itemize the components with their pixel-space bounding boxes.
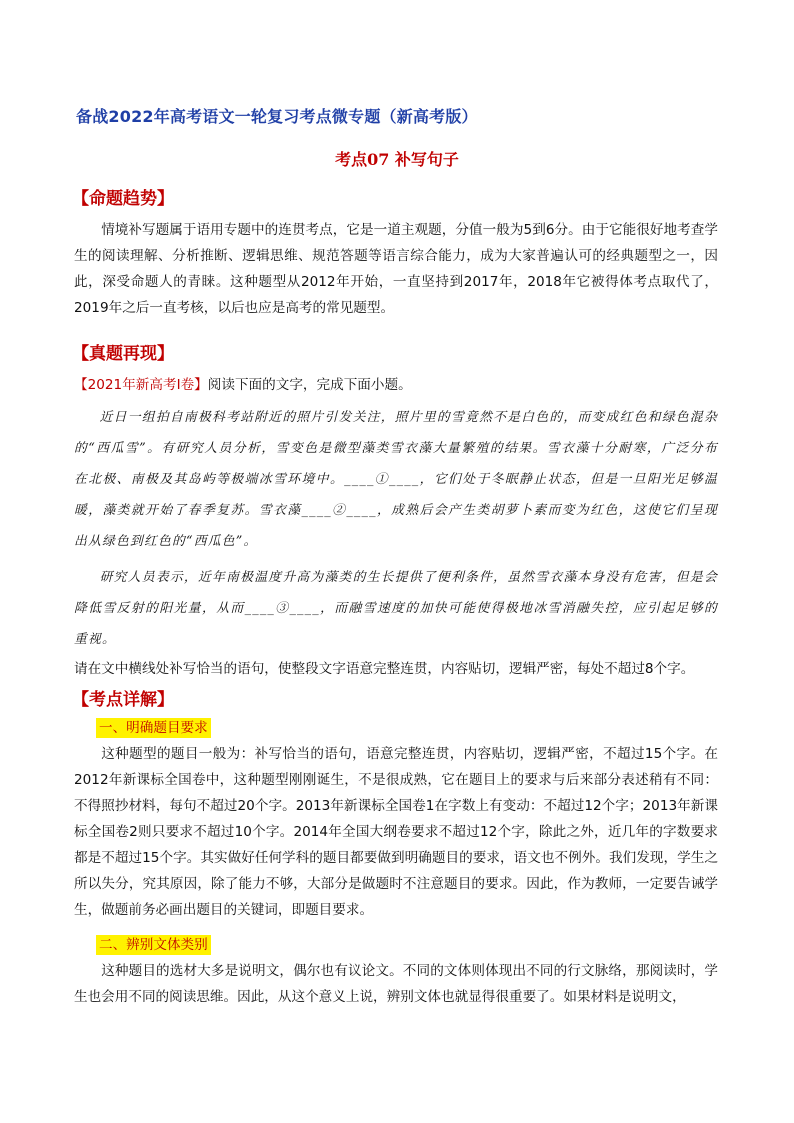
topic-title: 考点07 补写句子: [335, 150, 459, 169]
intro-text: 阅读下面的文字，完成下面小题。: [207, 377, 412, 393]
subheading-clarify-requirements: 一、明确题目要求: [96, 718, 211, 738]
reading-passage-1: 近日一组拍自南极科考站附近的照片引发关注，照片里的雪竟然不是白色的，而变成红色和绿色混杂的“西瓜雪”。有研究人员分析，雪变色是微型藻类雪衣藻大量繁殖的结果。雪衣藻十分耐寒，广泛分布在北极、南极及其岛屿等极端冰雪环境中。____①____，它们处于冬眠静止状态，但是一旦阳光足够温暖，藻类就开始了春季复苏。雪衣藻____②____，成熟后会产生类胡萝卜素而变为红色，这使它们呈现出从绿色到红色的“西瓜色”。: [74, 410, 718, 549]
exam-source-tag: 【2021年新高考Ⅰ卷】: [74, 377, 208, 393]
section-heading-trend: 【命题趋势】: [72, 189, 174, 209]
real-question-intro: [74, 372, 718, 398]
section-heading-real: 【真题再现】: [72, 344, 174, 364]
genre-paragraph: 这种题目的选材大多是说明文，偶尔也有议论文。不同的文体则体现出不同的行文脉络，那阅读时，学生也会用不同的阅读思维。因此，从这个意义上说，辨别文体也就显得很重要了。如果材料是说明文，: [74, 963, 718, 1005]
document-title: 备战2022年高考语文一轮复习考点微专题（新高考版）: [76, 107, 478, 126]
trend-paragraph: 情境补写题属于语用专题中的连贯考点，它是一道主观题，分值一般为5到6分。由于它能很好地考查学生的阅读理解、分析推断、逻辑思维、规范答题等语言综合能力，成为大家普遍认可的经典题型之一，因此，深受命题人的青睐。这种题型从2012年开始，一直坚持到2017年，2018年它被得体考点取代了，2019年之后一直考核，以后也应是高考的常见题型。: [74, 222, 718, 316]
reading-passage-2: 研究人员表示，近年南极温度升高为藻类的生长提供了便利条件，虽然雪衣藻本身没有危害，但是会降低雪反射的阳光量，从而____③____，而融雪速度的加快可能使得极地冰雪消融失控，应引起足够的重视。: [74, 570, 718, 647]
requirements-paragraph: 这种题型的题目一般为：补写恰当的语句，语意完整连贯，内容贴切，逻辑严密，不超过15个字。在2012年新课标全国卷中，这种题型刚刚诞生，不是很成熟，它在题目上的要求与后来部分表述稍有不同：不得照抄材料，每句不超过20个字。2013年新课标全国卷1在字数上有变动：不超过12个字；2013年新课标全国卷2则只要求不超过10个字。2014年全国大纲卷要求不超过12个字，除此之外，近几年的字数要求都是不超过15个字。其实做好任何学科的题目都要做到明确题目的要求，语文也不例外。我们发现，学生之所以失分，究其原因，除了能力不够，大部分是做题时不注意题目的要求。因此，作为教师，一定要告诫学生，做题前务必画出题目的关键词，即题目要求。: [74, 746, 718, 918]
question-prompt: 请在文中横线处补写恰当的语句，使整段文字语意完整连贯，内容贴切，逻辑严密，每处不超过8个字。: [74, 661, 695, 677]
section-heading-detail: 【考点详解】: [72, 690, 174, 710]
subheading-identify-genre: 二、辨别文体类别: [96, 935, 211, 955]
